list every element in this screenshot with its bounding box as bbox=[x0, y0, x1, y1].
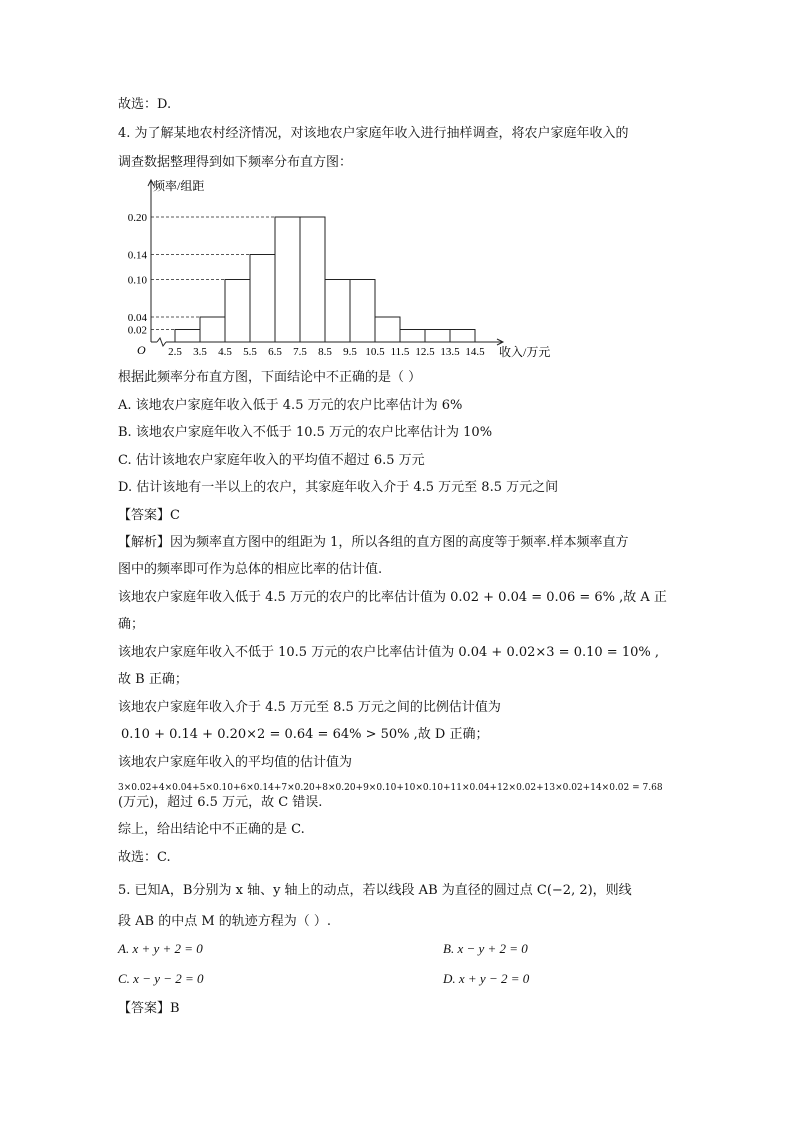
analysis-line-7: 该地农户家庭年收入介于 4.5 万元至 8.5 万元之间的比例估计值为 bbox=[118, 700, 501, 715]
option-a-q5: A. x + y + 2 = 0 bbox=[118, 941, 203, 956]
option-c-q5: C. x − y − 2 = 0 bbox=[118, 971, 204, 986]
axis-break-mark bbox=[157, 338, 166, 346]
option-d-q4: D. 估计该地有一半以上的农户，其家庭年收入介于 4.5 万元至 8.5 万元之间 bbox=[118, 480, 559, 495]
x-tick-label: 10.5 bbox=[365, 346, 385, 358]
analysis-line-1: 【解析】因为频率直方图中的组距为 1，所以各组的直方图的高度等于频率.样本频率直方 bbox=[118, 535, 629, 550]
histogram-bar bbox=[200, 317, 225, 342]
histogram-bar bbox=[250, 255, 275, 343]
analysis-line-2: 图中的频率即可作为总体的相应比率的估计值. bbox=[118, 562, 383, 577]
analysis-line-10: (万元)，超过 6.5 万元，故 C 错误. bbox=[118, 795, 323, 810]
doc-line-1: 故选：D. bbox=[118, 97, 172, 112]
analysis-line-4: 确； bbox=[118, 617, 145, 632]
x-tick-label: 7.5 bbox=[293, 346, 307, 358]
conclusion-line: 综上，给出结论中不正确的是 C. bbox=[118, 822, 305, 837]
analysis-line-8: 0.10 + 0.14 + 0.20×2 = 0.64 = 64% > 50% ,故 D 正确； bbox=[121, 727, 489, 742]
histogram-bar bbox=[300, 217, 325, 342]
x-tick-label: 14.5 bbox=[465, 346, 485, 358]
x-tick-label: 12.5 bbox=[415, 346, 435, 358]
question-5-stem-cont: 段 AB 的中点 M 的轨迹方程为（ ）. bbox=[118, 914, 332, 929]
x-tick-label: 13.5 bbox=[440, 346, 460, 358]
x-tick-label: 4.5 bbox=[218, 346, 232, 358]
histogram-bar bbox=[225, 280, 250, 343]
mean-formula: 3×0.02+4×0.04+5×0.10+6×0.14+7×0.20+8×0.20+9×0.10+10×0.10+11×0.04+12×0.02+13×0.02+14×0.02 = 7.68 bbox=[118, 783, 663, 793]
question-5-stem: 5. 已知A，B分别为 x 轴、y 轴上的动点，若以线段 AB 为直径的圆过点 C(−2, 2)，则线 bbox=[118, 883, 632, 898]
y-axis-label: 频率/组距 bbox=[153, 179, 205, 193]
histogram-bar bbox=[450, 330, 475, 343]
x-tick-label: 3.5 bbox=[193, 346, 207, 358]
y-tick-label: 0.10 bbox=[127, 274, 147, 287]
x-tick-label: 11.5 bbox=[390, 346, 410, 358]
answer-q5: 【答案】B bbox=[118, 1001, 180, 1016]
histogram-bar bbox=[275, 217, 300, 342]
option-a-q4: A. 该地农户家庭年收入低于 4.5 万元的农户比率估计为 6% bbox=[118, 398, 463, 413]
analysis-line-5: 该地农户家庭年收入不低于 10.5 万元的农户比率估计值为 0.04 + 0.02×3 = 0.10 = 10% , bbox=[118, 645, 659, 660]
histogram-bar bbox=[325, 280, 350, 343]
histogram-bar bbox=[350, 280, 375, 343]
x-tick-label: 9.5 bbox=[343, 346, 357, 358]
question-4-stem-cont: 调查数据整理得到如下频率分布直方图： bbox=[118, 155, 353, 170]
frequency-histogram bbox=[115, 172, 575, 362]
x-tick-label: 6.5 bbox=[268, 346, 282, 358]
histogram-bar bbox=[400, 330, 425, 343]
answer-q4: 【答案】C bbox=[118, 508, 180, 523]
analysis-line-3: 该地农户家庭年收入低于 4.5 万元的农户的比率估计值为 0.02 + 0.04 = 0.06 = 6% ,故 A 正 bbox=[118, 590, 667, 605]
question-4-prompt: 根据此频率分布直方图，下面结论中不正确的是（ ） bbox=[118, 370, 422, 385]
y-tick-label: 0.02 bbox=[127, 324, 147, 337]
option-c-q4: C. 估计该地农户家庭年收入的平均值不超过 6.5 万元 bbox=[118, 453, 425, 468]
y-tick-label: 0.14 bbox=[127, 249, 147, 262]
y-tick-label: 0.04 bbox=[127, 312, 147, 324]
option-b-q5: B. x − y + 2 = 0 bbox=[443, 941, 528, 956]
origin-label: O bbox=[137, 343, 146, 357]
x-axis-label: 收入/万元 bbox=[499, 345, 551, 359]
analysis-line-6: 故 B 正确； bbox=[118, 672, 188, 687]
histogram-bar bbox=[175, 330, 200, 343]
x-tick-label: 8.5 bbox=[318, 346, 332, 358]
histogram-bar bbox=[375, 317, 400, 342]
x-tick-label: 2.5 bbox=[168, 346, 182, 358]
x-tick-label: 5.5 bbox=[243, 346, 257, 358]
y-tick-label: 0.20 bbox=[127, 212, 147, 224]
option-d-q5: D. x + y − 2 = 0 bbox=[443, 971, 530, 986]
option-b-q4: B. 该地农户家庭年收入不低于 10.5 万元的农户比率估计为 10% bbox=[118, 425, 493, 440]
answer-choice-q4: 故选：C. bbox=[118, 850, 171, 865]
question-4-stem: 4. 为了解某地农村经济情况，对该地农户家庭年收入进行抽样调查，将农户家庭年收入的 bbox=[118, 126, 629, 141]
histogram-bar bbox=[425, 330, 450, 343]
analysis-line-9: 该地农户家庭年收入的平均值的估计值为 bbox=[118, 755, 353, 770]
